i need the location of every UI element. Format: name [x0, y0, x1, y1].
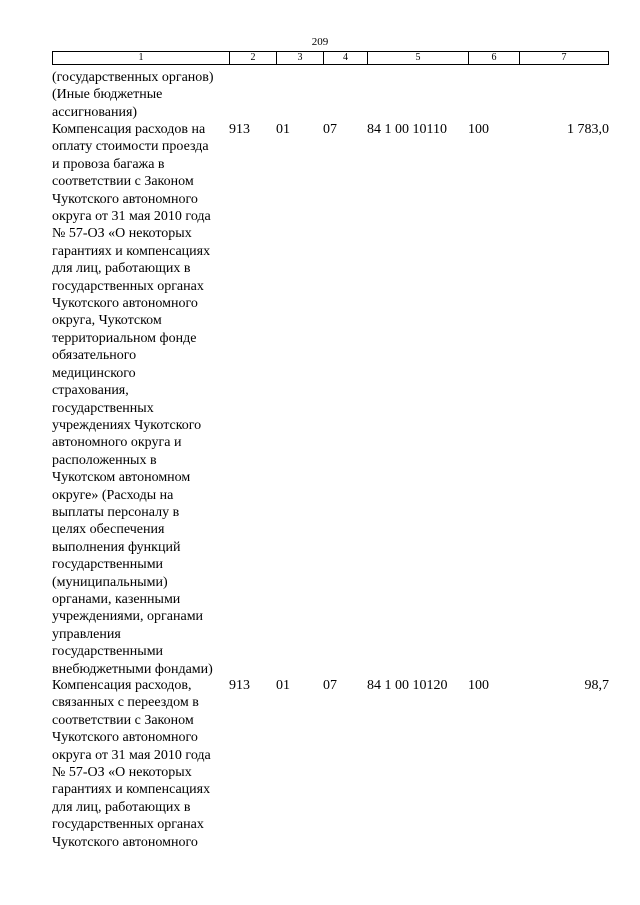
row-description: Компенсация расходов на оплату стоимости проезда и провоза багажа в соответствии с Законом Чукотского автономного округа от 31 мая 2010 года № 57-ОЗ «О некоторых гарантиях и компенсациях для лиц, работающих в государственных органах Чукотского автономного округа, Чукотском территориальном фонде обязательного медицинского страхования, государственных учреждениях Чукотского автономного округа и расположенных в Чукотском автономном округе» (Расходы на выплаты персоналу в целях обеспечения выполнения функций государственными (муниципальными) органами, казенными учреждениями, органами управления государственными внебюджетными фондами) — [52, 122, 213, 677]
row-description: Компенсация расходов, связанных с переездом в соответствии с Законом Чукотского автономного округа от 31 мая 2010 года № 57-ОЗ «О некоторых гарантиях и компенсациях для лиц, работающих в государственных органах Чукотского автономного — [52, 678, 211, 850]
row-ministry-code: 913 — [229, 678, 250, 693]
row-amount: 1 783,0 — [567, 122, 609, 137]
row-target-article: 84 1 00 10110 — [367, 122, 447, 137]
header-col-2: 2 — [230, 52, 277, 64]
row-expense-type: 100 — [468, 122, 489, 137]
header-col-5: 5 — [368, 52, 469, 64]
page-number: 209 — [311, 36, 329, 48]
row-section-code: 01 — [276, 122, 290, 137]
row-section-code: 01 — [276, 678, 290, 693]
row-subsection-code: 07 — [323, 678, 337, 693]
row-subsection-code: 07 — [323, 122, 337, 137]
row-expense-type: 100 — [468, 678, 489, 693]
header-col-3: 3 — [277, 52, 324, 64]
row-description: (государственных органов) (Иные бюджетные ассигнования) — [52, 70, 214, 120]
header-col-6: 6 — [469, 52, 520, 64]
row-amount: 98,7 — [584, 678, 609, 693]
table-header-row — [52, 51, 609, 65]
header-col-7: 7 — [561, 52, 567, 63]
row-ministry-code: 913 — [229, 122, 250, 137]
header-col-1: 1 — [53, 52, 230, 64]
header-col-4: 4 — [324, 52, 368, 64]
row-target-article: 84 1 00 10120 — [367, 678, 448, 693]
